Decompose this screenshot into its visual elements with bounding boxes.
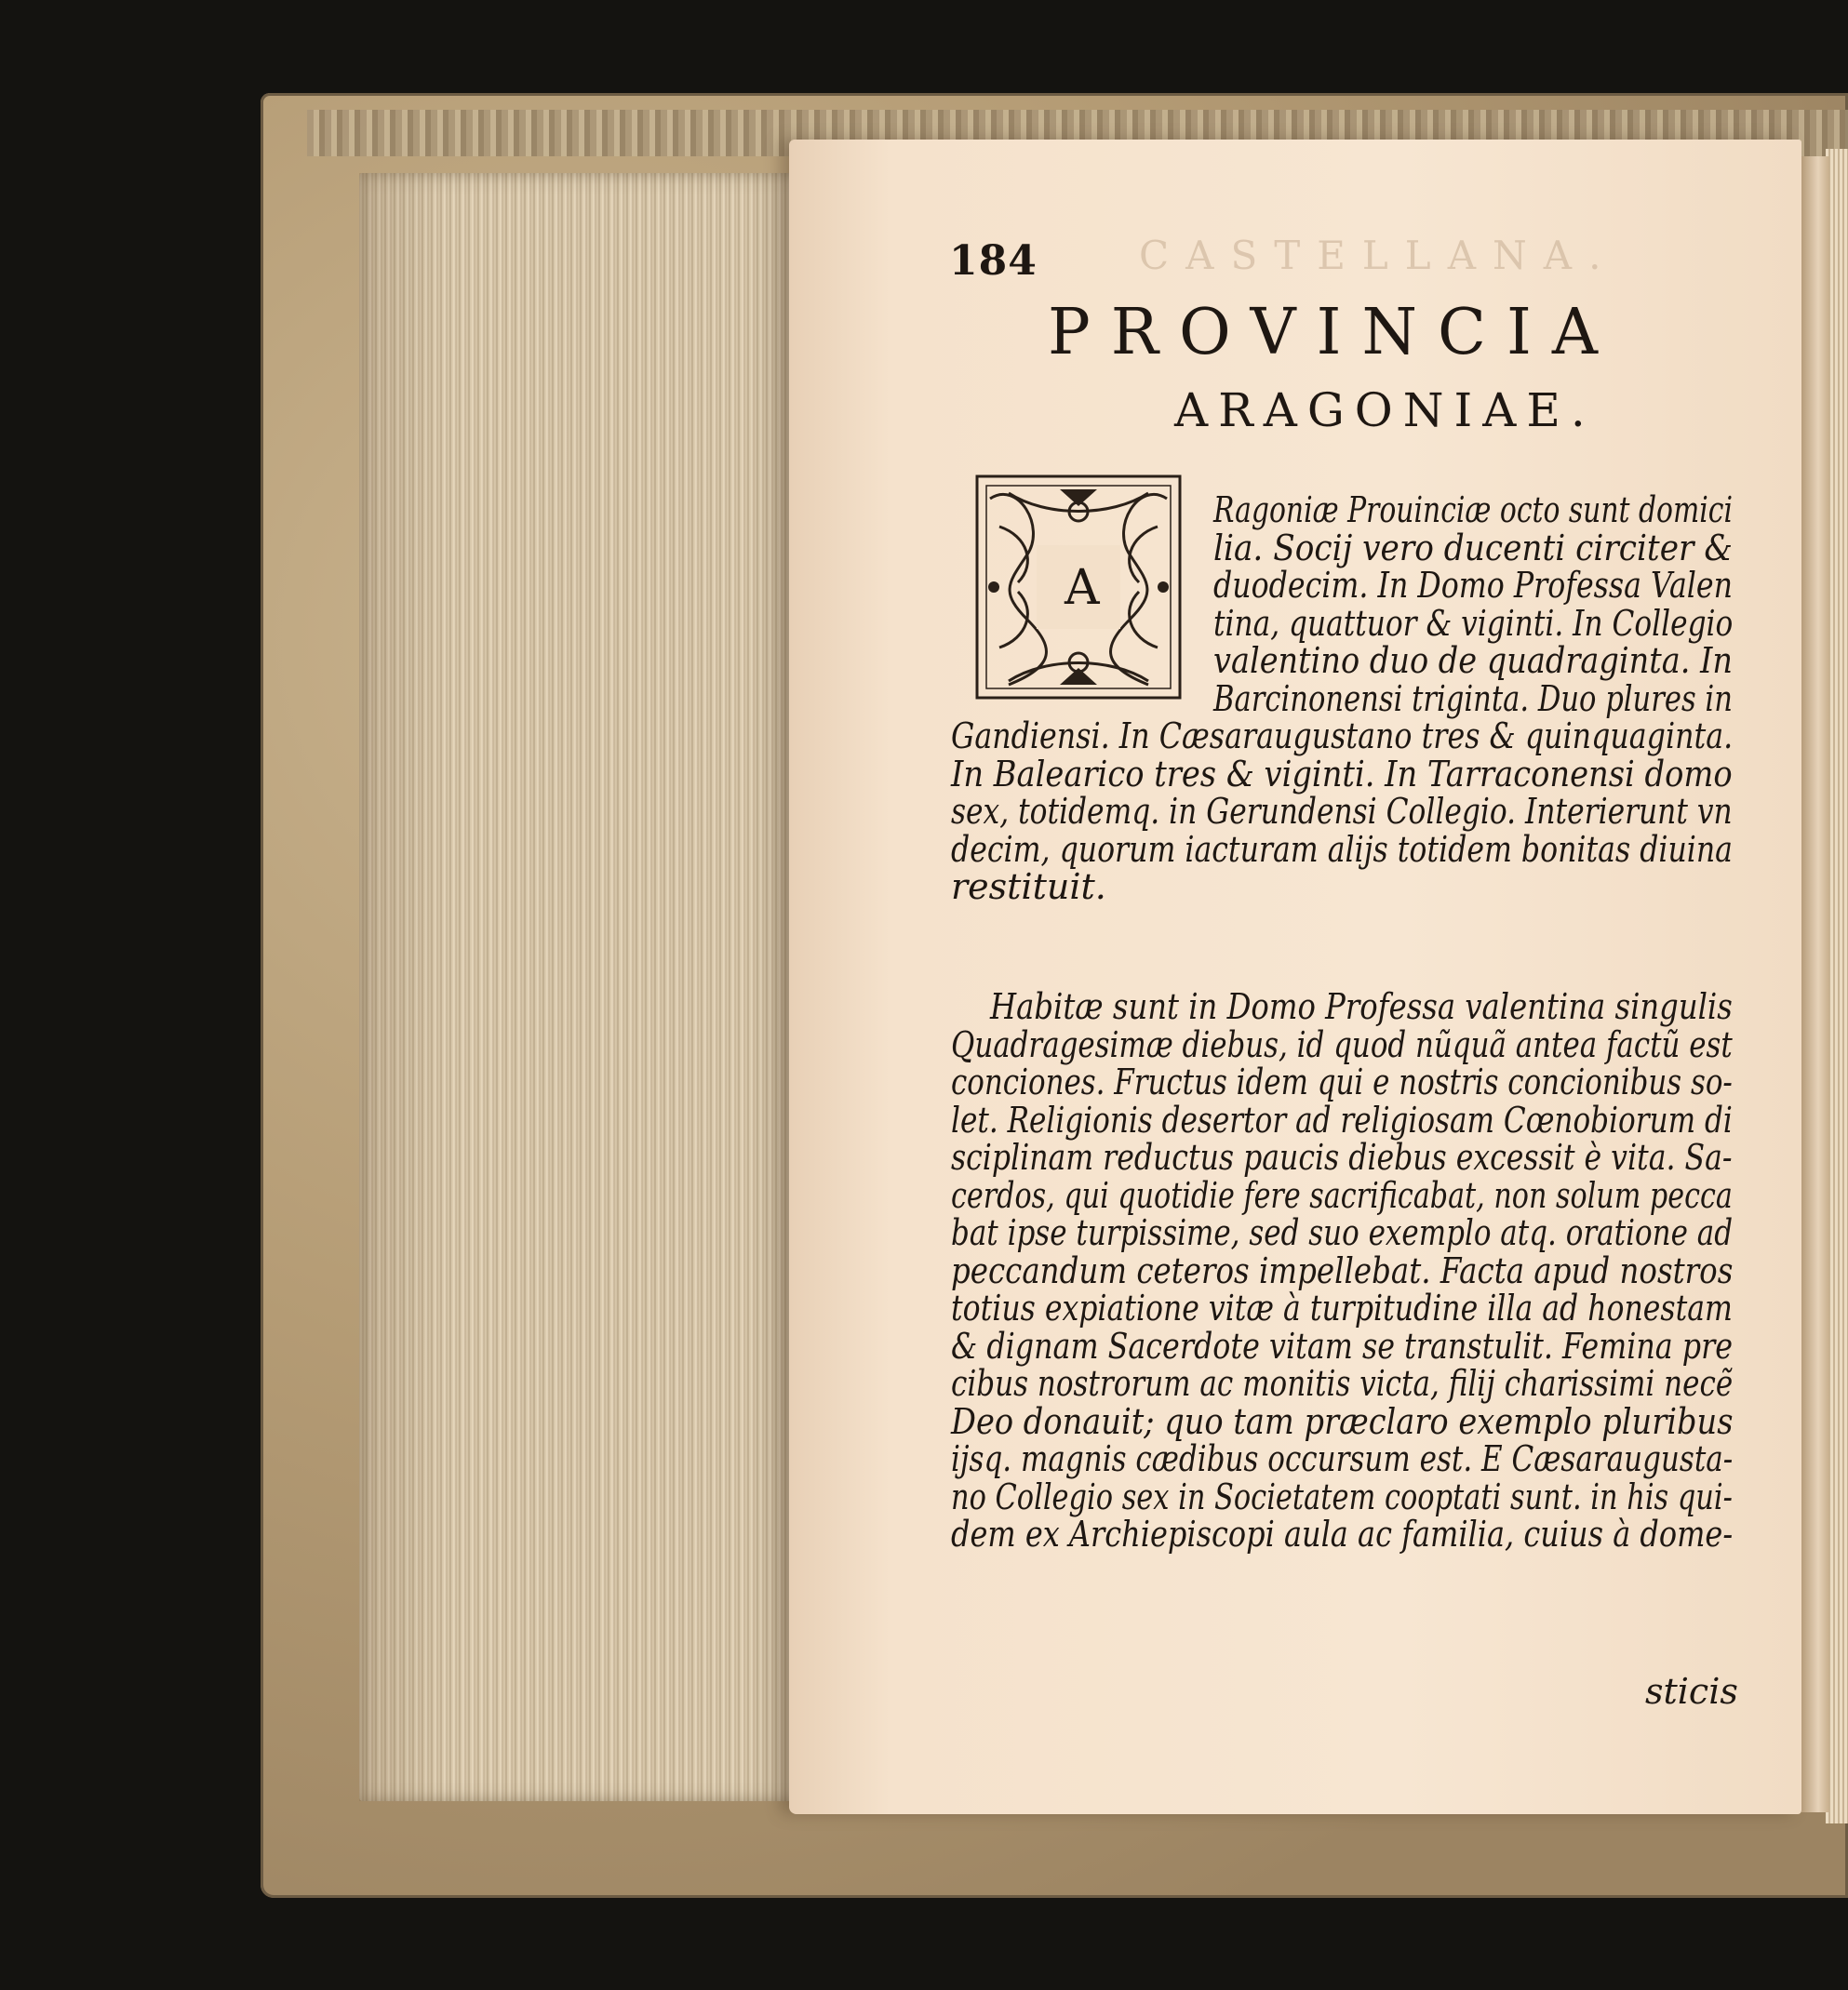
paragraph-1-line: sex, totidemq. in Gerundensi Collegio. Interierunt vn (951, 791, 1733, 832)
paragraph-2-line: cerdos, qui quotidie fere sacrificabat, non solum pecca (951, 1174, 1733, 1216)
paragraph-1-line: Gandiensi. In Cæsaraugustano tres & quinquaginta. (951, 715, 1734, 756)
catchword: sticis (1645, 1671, 1738, 1712)
paragraph-1-line: duodecim. In Domo Professa Valen (1213, 565, 1733, 606)
paragraph-1-line: restituit. (951, 866, 1106, 907)
paragraph-2-line: Quadragesimæ diebus, id quod nũquã antea factũ est (951, 1023, 1733, 1065)
paragraph-2-line: dem ex Archiepiscopi aula ac familia, cuius à dome- (951, 1514, 1734, 1555)
drop-cap-letter: A (1065, 560, 1100, 616)
paragraph-1-line: Ragoniæ Prouinciæ octo sunt domici (1213, 489, 1733, 530)
book-gutter (1801, 156, 1829, 1812)
heading-line-2: ARAGONIAE. (1174, 383, 1596, 437)
paragraph-2-line: peccandum ceteros impellebat. Facta apud nostros (951, 1249, 1734, 1291)
paragraph-2-line: no Collegio sex in Societatem cooptati sunt. in his qui- (951, 1476, 1733, 1517)
paragraph-1-line: decim, quorum iacturam alijs totidem bonitas diuina (951, 828, 1733, 870)
page-number: 184 (949, 237, 1038, 285)
paragraph-1-line: In Balearico tres & viginti. In Tarraconensi domo (951, 753, 1733, 795)
paragraph-2-line: conciones. Fructus idem qui e nostris concionibus so- (951, 1062, 1733, 1102)
paragraph-2-line: & dignam Sacerdote vitam se transtulit. Femina pre (951, 1325, 1734, 1367)
paragraph-1-line: Barcinonensi triginta. Duo plures in (1213, 677, 1733, 719)
paragraph-2-line: totius expiatione vitæ à turpitudine illa ad honestam (951, 1288, 1733, 1329)
paragraph-1-line: valentino duo de quadraginta. In (1213, 640, 1733, 681)
paragraph-2-line: bat ipse turpissime, sed suo exemplo atq. oratione ad (951, 1212, 1734, 1253)
paragraph-1-line: tina, quattuor & viginti. In Collegio (1213, 602, 1734, 644)
heading-line-1: PROVINCIA (1048, 296, 1618, 369)
paragraph-2-line: Deo donauit; quo tam præclaro exemplo pluribus (951, 1400, 1734, 1442)
paragraph-2-line: cibus nostrorum ac monitis victa, filij charissimi necẽ (951, 1363, 1734, 1404)
paragraph-2-line: sciplinam reductus paucis diebus excessit è vita. Sa- (951, 1137, 1733, 1178)
paragraph-2-line: Habitæ sunt in Domo Professa valentina singulis (990, 986, 1733, 1027)
paragraph-1-line: lia. Socij vero ducenti circiter & (1213, 527, 1733, 568)
show-through-heading: CASTELLANA. (1139, 233, 1618, 278)
page-edges-shading (359, 173, 834, 1801)
paragraph-2-line: let. Religionis desertor ad religiosam Cœnobiorum di (951, 1099, 1733, 1141)
paragraph-2-line: ijsq. magnis cædibus occursum est. E Cæsaraugusta- (951, 1438, 1734, 1479)
